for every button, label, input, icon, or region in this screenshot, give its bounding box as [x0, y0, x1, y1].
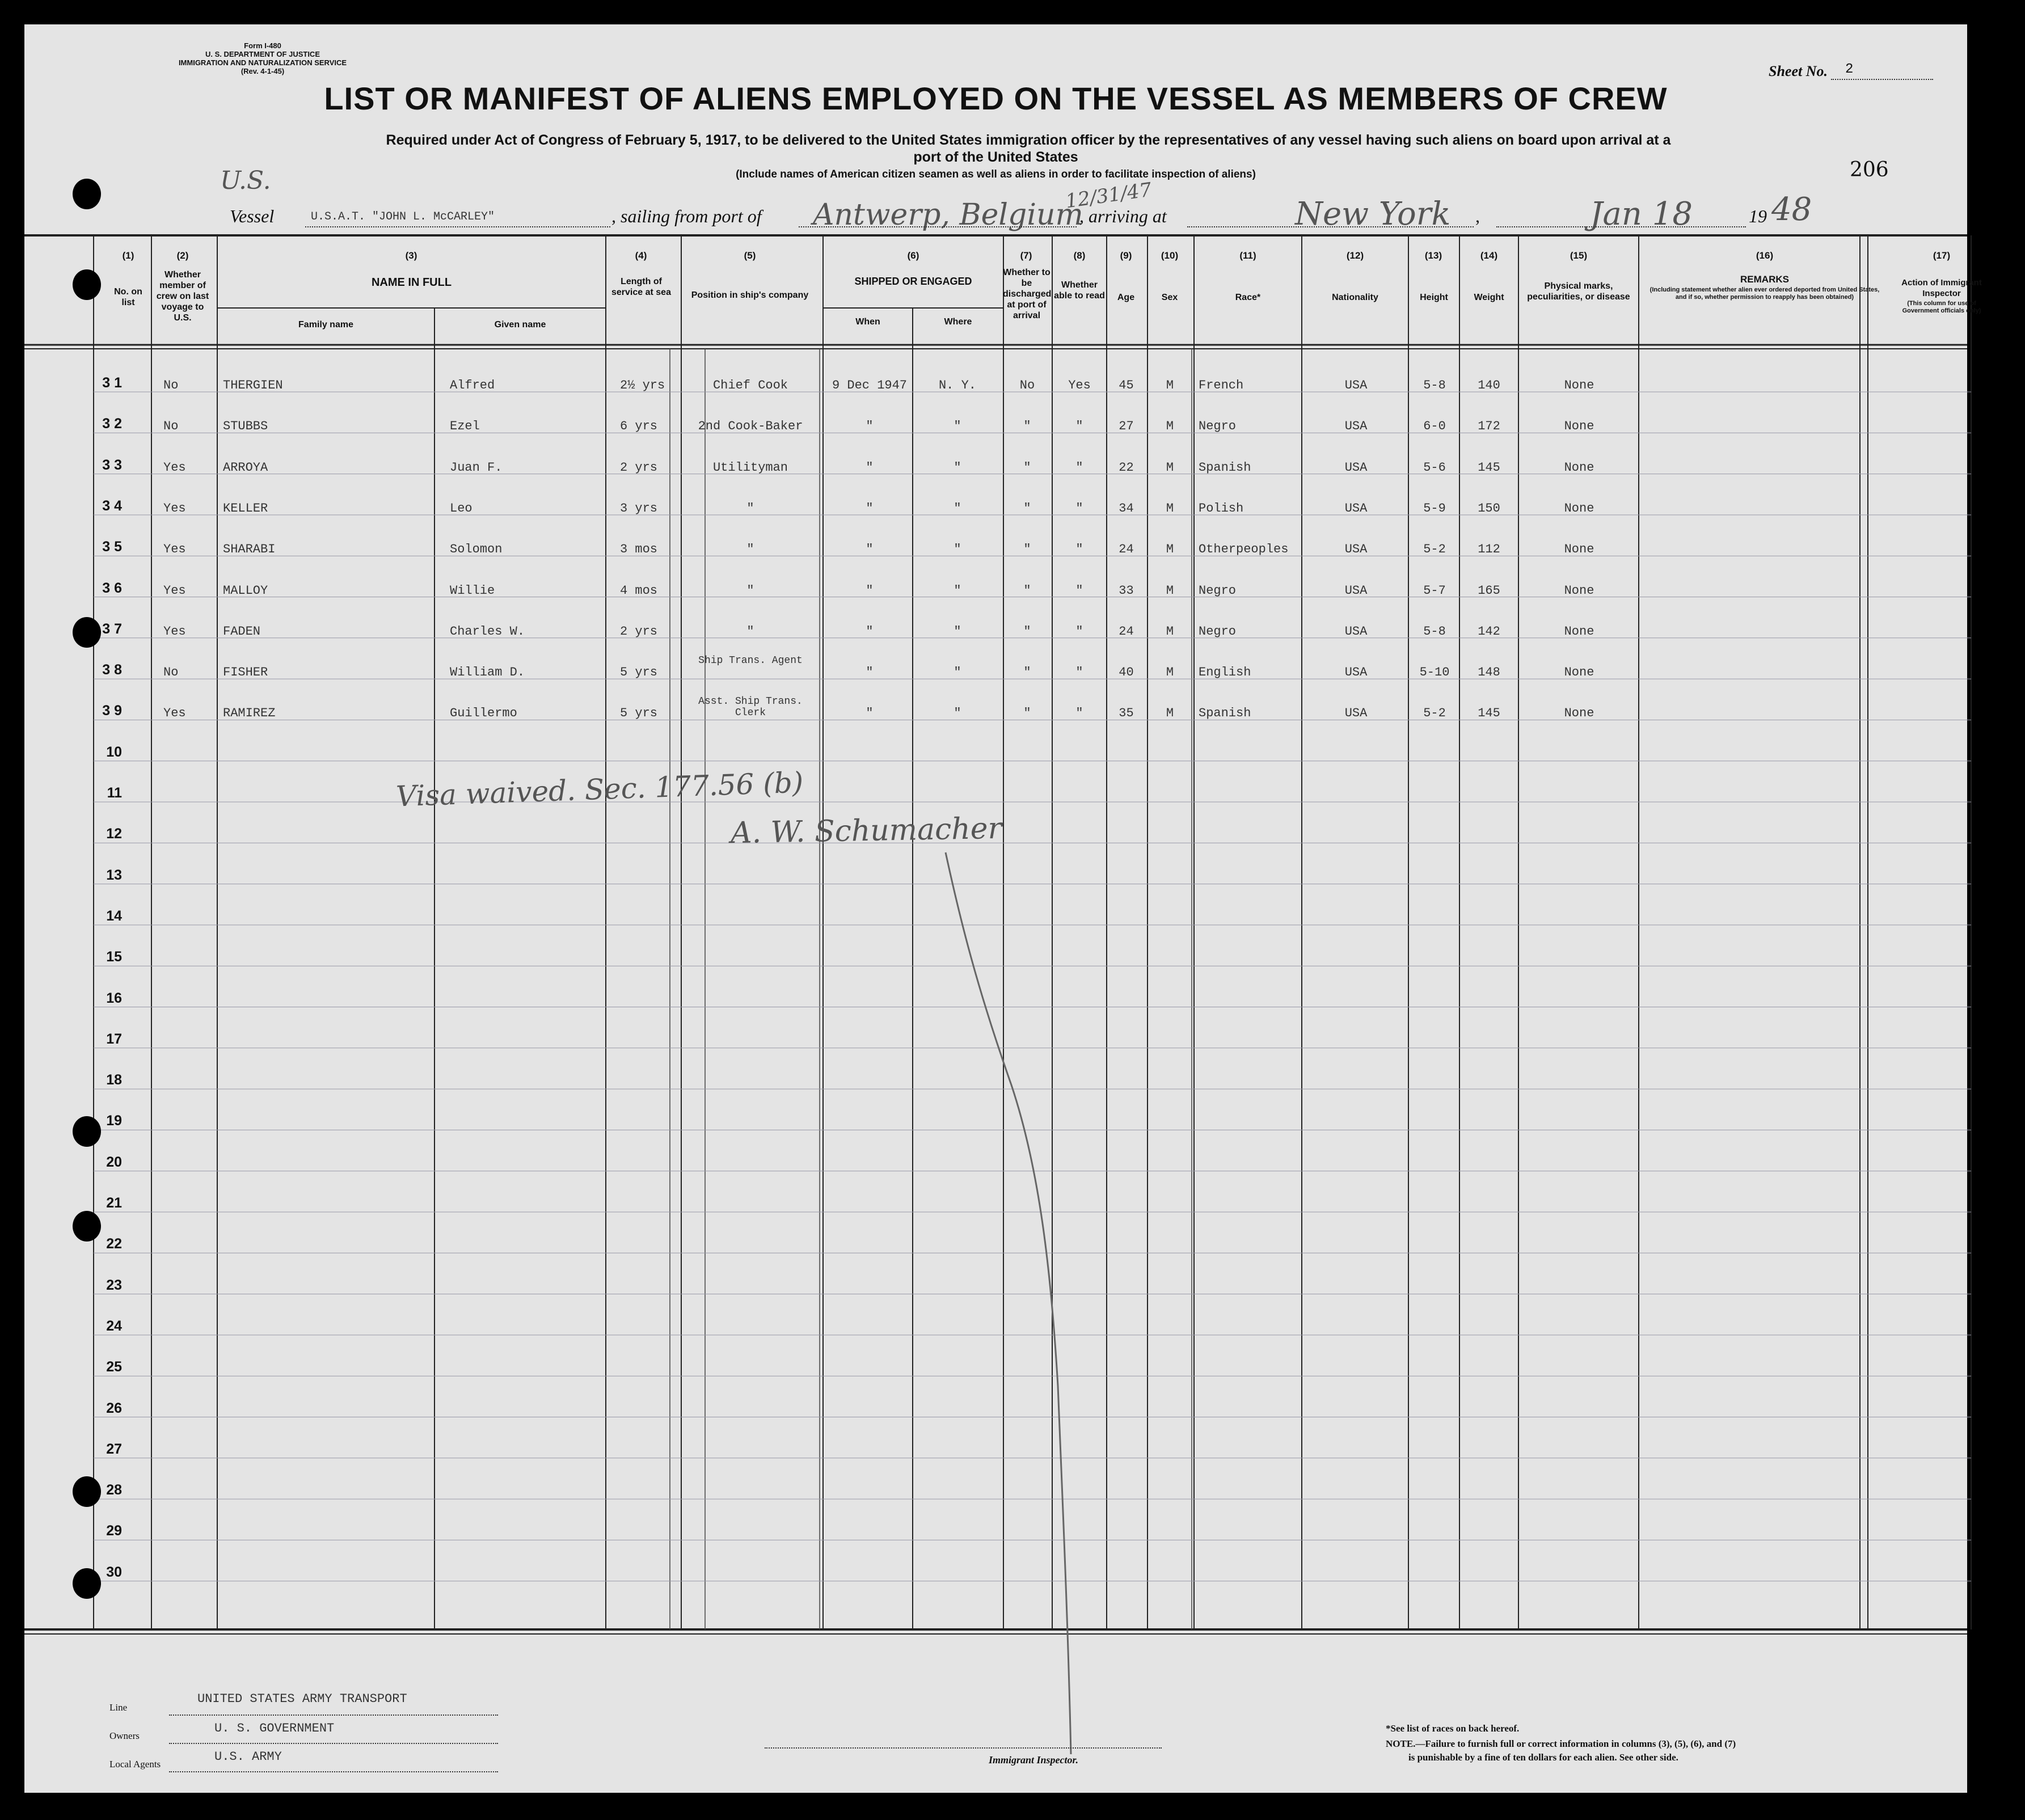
cell-length-service: 2½ yrs	[620, 378, 665, 392]
row-number: 12	[106, 826, 122, 842]
cell-race: English	[1199, 665, 1251, 680]
cell-able-to-read: Yes	[1068, 378, 1091, 392]
header-height: Height	[1420, 293, 1448, 302]
form-number: Form I-480	[244, 41, 281, 50]
row-number: 21	[106, 1195, 122, 1211]
cell-age: 34	[1119, 501, 1134, 516]
footer-agents-underline	[169, 1771, 498, 1772]
header-position: Position in ship's company	[691, 290, 809, 300]
cell-race: Negro	[1199, 419, 1237, 434]
cell-crew-last-voyage: Yes	[163, 624, 186, 639]
row-number: 3 5	[102, 539, 122, 555]
cell-where: "	[954, 665, 961, 680]
row-number: 3 8	[102, 662, 122, 678]
cell-crew-last-voyage: Yes	[163, 501, 186, 516]
cell-weight: 165	[1478, 583, 1500, 598]
cell-length-service: 3 yrs	[620, 501, 658, 516]
races-note: *See list of races on back hereof.	[1386, 1723, 1520, 1734]
cell-age: 33	[1119, 583, 1134, 598]
row-number: 25	[106, 1359, 122, 1375]
cell-age: 35	[1119, 706, 1134, 721]
cell-position: "	[746, 542, 754, 557]
page-title: LIST OR MANIFEST OF ALIENS EMPLOYED ON THE VESSEL AS MEMBERS OF CREW	[324, 81, 1668, 116]
cell-when: "	[866, 665, 874, 680]
row-number: 3 1	[102, 375, 122, 391]
cell-age: 45	[1119, 378, 1134, 392]
cell-weight: 142	[1478, 624, 1500, 639]
cell-where: "	[954, 419, 961, 434]
subtitle-line-2: port of the United States	[913, 149, 1078, 165]
cell-given-name: Ezel	[450, 419, 480, 434]
cell-family-name: RAMIREZ	[223, 706, 276, 721]
inspector-signature: A. W. Schumacher	[730, 811, 1002, 851]
cell-crew-last-voyage: Yes	[163, 706, 186, 721]
row-number: 11	[107, 785, 122, 801]
cell-where: "	[954, 706, 961, 721]
row-number: 26	[106, 1400, 122, 1416]
cell-where: "	[954, 542, 961, 557]
cell-discharged: "	[1023, 706, 1031, 721]
header-no-on-list: No. on list	[114, 287, 142, 307]
cell-physical-marks: None	[1564, 665, 1594, 680]
cell-physical-marks: None	[1564, 378, 1594, 392]
cell-able-to-read: "	[1075, 542, 1083, 557]
row-number: 3 9	[102, 703, 122, 719]
fine-note-2: is punishable by a fine of ten dollars for each alien. See other side.	[1408, 1752, 1678, 1763]
col-num-16: (16)	[1756, 250, 1774, 261]
cell-weight: 140	[1478, 378, 1500, 392]
sailing-label: , sailing from port of	[611, 206, 762, 226]
cell-discharged: "	[1023, 583, 1031, 598]
subtitle-line-1: Required under Act of Congress of February 5, 1917, to be delivered to the United States immigration officer by the representatives of any vessel having such aliens on board upon arrival at a	[386, 132, 1671, 148]
cell-sex: M	[1166, 624, 1174, 639]
cell-race: Negro	[1199, 583, 1237, 598]
arrival-date: Jan 18	[1590, 196, 1693, 233]
row-number: 29	[106, 1523, 122, 1539]
row-number: 16	[106, 990, 122, 1006]
cell-height: 5-7	[1423, 583, 1446, 598]
cell-nationality: USA	[1344, 419, 1368, 434]
cell-age: 24	[1119, 542, 1134, 557]
cell-given-name: Leo	[450, 501, 472, 516]
row-number: 17	[106, 1031, 122, 1047]
header-length-service: Length of service at sea	[611, 277, 671, 297]
cell-where: "	[954, 583, 961, 598]
cell-where: "	[954, 624, 961, 639]
cell-nationality: USA	[1344, 624, 1368, 639]
cell-nationality: USA	[1344, 706, 1368, 721]
footer-agents-value: U.S. ARMY	[214, 1750, 282, 1764]
inspector-line	[765, 1747, 1162, 1749]
vessel-label: Vessel	[230, 206, 275, 226]
cell-discharged: "	[1023, 665, 1031, 680]
cell-physical-marks: None	[1564, 583, 1594, 598]
col-num-17: (17)	[1933, 250, 1951, 261]
cell-age: 22	[1119, 460, 1134, 475]
inspector-label: Immigrant Inspector.	[989, 1754, 1079, 1766]
cell-crew-last-voyage: Yes	[163, 583, 186, 598]
cell-physical-marks: None	[1564, 542, 1594, 557]
col-num-12: (12)	[1346, 250, 1364, 261]
cell-position: Asst. Ship Trans. Clerk	[698, 696, 803, 719]
cell-sex: M	[1166, 501, 1174, 516]
cell-where: N. Y.	[938, 378, 976, 392]
revision: (Rev. 4-1-45)	[241, 67, 285, 75]
sheet-label: Sheet No.	[1769, 63, 1828, 79]
cell-height: 6-0	[1423, 419, 1446, 434]
cell-where: "	[954, 501, 961, 516]
cell-able-to-read: "	[1075, 501, 1083, 516]
cell-discharged: No	[1019, 378, 1035, 392]
service: IMMIGRATION AND NATURALIZATION SERVICE	[178, 58, 347, 67]
cell-height: 5-8	[1423, 378, 1446, 392]
header-inspector-note: (This column for use of Government officials only)	[1902, 300, 1981, 314]
header-remarks: REMARKS	[1740, 274, 1789, 285]
cell-family-name: FADEN	[223, 624, 261, 639]
row-number: 24	[106, 1318, 122, 1334]
row-number: 3 6	[102, 580, 122, 596]
cell-crew-last-voyage: Yes	[163, 460, 186, 475]
cell-when: "	[866, 706, 874, 721]
cell-age: 40	[1119, 665, 1134, 680]
cell-position: Utilityman	[712, 460, 788, 475]
header-age: Age	[1117, 293, 1135, 302]
cell-length-service: 6 yrs	[620, 419, 658, 434]
cell-when: "	[866, 460, 874, 475]
row-number: 20	[106, 1154, 122, 1170]
page-stamp: 206	[1850, 158, 1889, 181]
cell-position: Ship Trans. Agent	[698, 655, 803, 667]
cell-when: "	[866, 542, 874, 557]
sheet-number: 2	[1845, 62, 1854, 77]
cell-sex: M	[1166, 665, 1174, 680]
cell-discharged: "	[1023, 624, 1031, 639]
cell-height: 5-9	[1423, 501, 1446, 516]
cell-nationality: USA	[1344, 378, 1368, 392]
col-num-5: (5)	[744, 250, 756, 261]
fine-note-1: NOTE.—Failure to furnish full or correct information in columns (3), (5), (6), and (7)	[1386, 1738, 1736, 1749]
cell-sex: M	[1166, 419, 1174, 434]
arriving-comma: ,	[1475, 206, 1480, 226]
cell-given-name: Guillermo	[450, 706, 517, 721]
row-number: 30	[106, 1564, 122, 1580]
col-num-1: (1)	[122, 250, 134, 261]
row-number: 10	[106, 744, 122, 760]
header-sex: Sex	[1161, 293, 1178, 302]
cell-race: Otherpeoples	[1199, 542, 1289, 557]
header-race: Race*	[1235, 293, 1261, 302]
footer-agents-label: Local Agents	[109, 1759, 161, 1770]
arriving-label: , arriving at	[1079, 206, 1167, 226]
vessel-name: U.S.A.T. "JOHN L. McCARLEY"	[311, 210, 495, 223]
cell-height: 5-2	[1423, 542, 1446, 557]
cell-family-name: SHARABI	[223, 542, 276, 557]
cell-given-name: Charles W.	[450, 624, 525, 639]
cell-given-name: Solomon	[450, 542, 503, 557]
row-number: 14	[106, 907, 122, 924]
cell-length-service: 2 yrs	[620, 460, 658, 475]
cell-nationality: USA	[1344, 501, 1368, 516]
cell-sex: M	[1166, 583, 1174, 598]
col-num-11: (11)	[1239, 250, 1256, 261]
sailing-port: Antwerp, Belgium	[813, 198, 1083, 232]
cell-race: French	[1199, 378, 1244, 392]
cell-nationality: USA	[1344, 583, 1368, 598]
row-number: 3 7	[102, 620, 122, 637]
cell-able-to-read: "	[1075, 706, 1083, 721]
col-num-13: (13)	[1424, 250, 1442, 261]
col-num-3: (3)	[405, 250, 417, 261]
cell-able-to-read: "	[1075, 460, 1083, 475]
footer-owners-value: U. S. GOVERNMENT	[214, 1721, 335, 1735]
row-number: 3 2	[102, 416, 122, 432]
col-num-15: (15)	[1570, 250, 1588, 261]
cell-nationality: USA	[1344, 665, 1368, 680]
header-physical-marks: Physical marks, peculiarities, or disease	[1527, 281, 1630, 302]
row-number: 23	[106, 1277, 122, 1293]
cell-length-service: 3 mos	[620, 542, 658, 557]
handwritten-us: U.S.	[220, 166, 271, 195]
cell-when: "	[866, 624, 874, 639]
department: U. S. DEPARTMENT OF JUSTICE	[205, 50, 320, 58]
cell-sex: M	[1166, 460, 1174, 475]
footer-owners-label: Owners	[109, 1730, 140, 1741]
col-num-4: (4)	[635, 250, 647, 261]
header-remarks-note: (Including statement whether alien ever ordered deported from United States, and if so, whether permission to reapply has been obtained)	[1649, 286, 1880, 301]
row-number: 3 4	[102, 497, 122, 514]
cell-family-name: MALLOY	[223, 583, 268, 598]
cell-able-to-read: "	[1075, 419, 1083, 434]
col-num-7: (7)	[1020, 250, 1032, 261]
cell-nationality: USA	[1344, 542, 1368, 557]
header-family-name: Family name	[298, 320, 353, 330]
subtitle-line-3: (Include names of American citizen seamen as well as aliens in order to facilitate inspection of aliens)	[736, 168, 1256, 180]
cell-crew-last-voyage: Yes	[163, 542, 186, 557]
sailing-date: 12/31/47	[1064, 178, 1153, 213]
cell-discharged: "	[1023, 542, 1031, 557]
cell-discharged: "	[1023, 419, 1031, 434]
cell-crew-last-voyage: No	[163, 665, 179, 680]
header-given-name: Given name	[494, 320, 546, 330]
cell-height: 5-6	[1423, 460, 1446, 475]
row-number: 27	[106, 1441, 122, 1457]
cell-race: Spanish	[1199, 460, 1251, 475]
cell-sex: M	[1166, 706, 1174, 721]
cell-position: 2nd Cook-Baker	[698, 419, 803, 434]
row-number: 22	[106, 1236, 122, 1252]
cell-race: Polish	[1199, 501, 1244, 516]
cell-physical-marks: None	[1564, 706, 1594, 721]
cell-crew-last-voyage: No	[163, 419, 179, 434]
cell-where: "	[954, 460, 961, 475]
cell-race: Negro	[1199, 624, 1237, 639]
cell-position: "	[746, 624, 754, 639]
row-number: 3 3	[102, 457, 122, 473]
cell-able-to-read: "	[1075, 624, 1083, 639]
cell-when: 9 Dec 1947	[832, 378, 908, 392]
header-crew-last-voyage: Whether member of crew on last voyage to U.S.	[156, 270, 209, 323]
row-number: 18	[106, 1072, 122, 1088]
row-number: 19	[106, 1113, 122, 1129]
cell-given-name: Willie	[450, 583, 495, 598]
cell-length-service: 2 yrs	[620, 624, 658, 639]
cell-weight: 145	[1478, 706, 1500, 721]
col-num-14: (14)	[1480, 250, 1498, 261]
cell-when: "	[866, 419, 874, 434]
footer-line-underline	[169, 1715, 498, 1716]
manifest-sheet	[24, 24, 1982, 1793]
cell-weight: 145	[1478, 460, 1500, 475]
header-name-in-full: NAME IN FULL	[371, 276, 452, 289]
col-num-6: (6)	[907, 250, 919, 261]
cell-weight: 112	[1478, 542, 1500, 557]
cell-nationality: USA	[1344, 460, 1368, 475]
year-suffix: 48	[1771, 191, 1812, 228]
col-num-8: (8)	[1073, 250, 1086, 261]
cell-physical-marks: None	[1564, 460, 1594, 475]
row-number: 15	[106, 949, 122, 965]
cell-sex: M	[1166, 378, 1174, 392]
cell-family-name: KELLER	[223, 501, 268, 516]
header-nationality: Nationality	[1332, 293, 1378, 302]
cell-height: 5-2	[1423, 706, 1446, 721]
footer-line-label: Line	[109, 1702, 128, 1713]
cell-height: 5-8	[1423, 624, 1446, 639]
cell-discharged: "	[1023, 501, 1031, 516]
footer-line-value: UNITED STATES ARMY TRANSPORT	[197, 1692, 407, 1706]
cell-length-service: 5 yrs	[620, 665, 658, 680]
signature-stroke	[24, 24, 1967, 1793]
cell-when: "	[866, 501, 874, 516]
cell-discharged: "	[1023, 460, 1031, 475]
cell-position: "	[746, 583, 754, 598]
cell-position: Chief Cook	[712, 378, 788, 392]
cell-position: "	[746, 501, 754, 516]
cell-age: 24	[1119, 624, 1134, 639]
col-num-10: (10)	[1161, 250, 1179, 261]
cell-family-name: FISHER	[223, 665, 268, 680]
cell-given-name: Juan F.	[450, 460, 503, 475]
cell-family-name: STUBBS	[223, 419, 268, 434]
cell-given-name: Alfred	[450, 378, 495, 392]
col-num-9: (9)	[1120, 250, 1132, 261]
year-prefix: 19	[1749, 206, 1767, 226]
cell-weight: 150	[1478, 501, 1500, 516]
cell-able-to-read: "	[1075, 665, 1083, 680]
cell-given-name: William D.	[450, 665, 525, 680]
footer-owners-underline	[169, 1743, 498, 1744]
cell-length-service: 5 yrs	[620, 706, 658, 721]
header-able-to-read: Whether able to read	[1054, 280, 1105, 301]
cell-weight: 148	[1478, 665, 1500, 680]
header-discharged: Whether to be discharged at port of arrival	[1003, 268, 1052, 320]
cell-age: 27	[1119, 419, 1134, 434]
cell-length-service: 4 mos	[620, 583, 658, 598]
cell-family-name: THERGIEN	[223, 378, 283, 392]
cell-physical-marks: None	[1564, 501, 1594, 516]
row-number: 28	[106, 1482, 122, 1498]
cell-when: "	[866, 583, 874, 598]
header-when: When	[855, 317, 880, 327]
cell-family-name: ARROYA	[223, 460, 268, 475]
header-weight: Weight	[1474, 293, 1504, 302]
cell-crew-last-voyage: No	[163, 378, 179, 392]
header-shipped-engaged: SHIPPED OR ENGAGED	[854, 276, 972, 287]
cell-physical-marks: None	[1564, 624, 1594, 639]
row-number: 13	[106, 867, 122, 883]
cell-race: Spanish	[1199, 706, 1251, 721]
header-inspector-action: Action of Immigrant Inspector	[1901, 278, 1982, 298]
cell-physical-marks: None	[1564, 419, 1594, 434]
cell-weight: 172	[1478, 419, 1500, 434]
col-num-2: (2)	[176, 250, 189, 261]
visa-waived-note: Visa waived. Sec. 177.56 (b)	[395, 766, 804, 813]
header-where: Where	[944, 317, 972, 327]
cell-able-to-read: "	[1075, 583, 1083, 598]
cell-height: 5-10	[1419, 665, 1450, 680]
arriving-port: New York	[1295, 196, 1451, 233]
cell-sex: M	[1166, 542, 1174, 557]
